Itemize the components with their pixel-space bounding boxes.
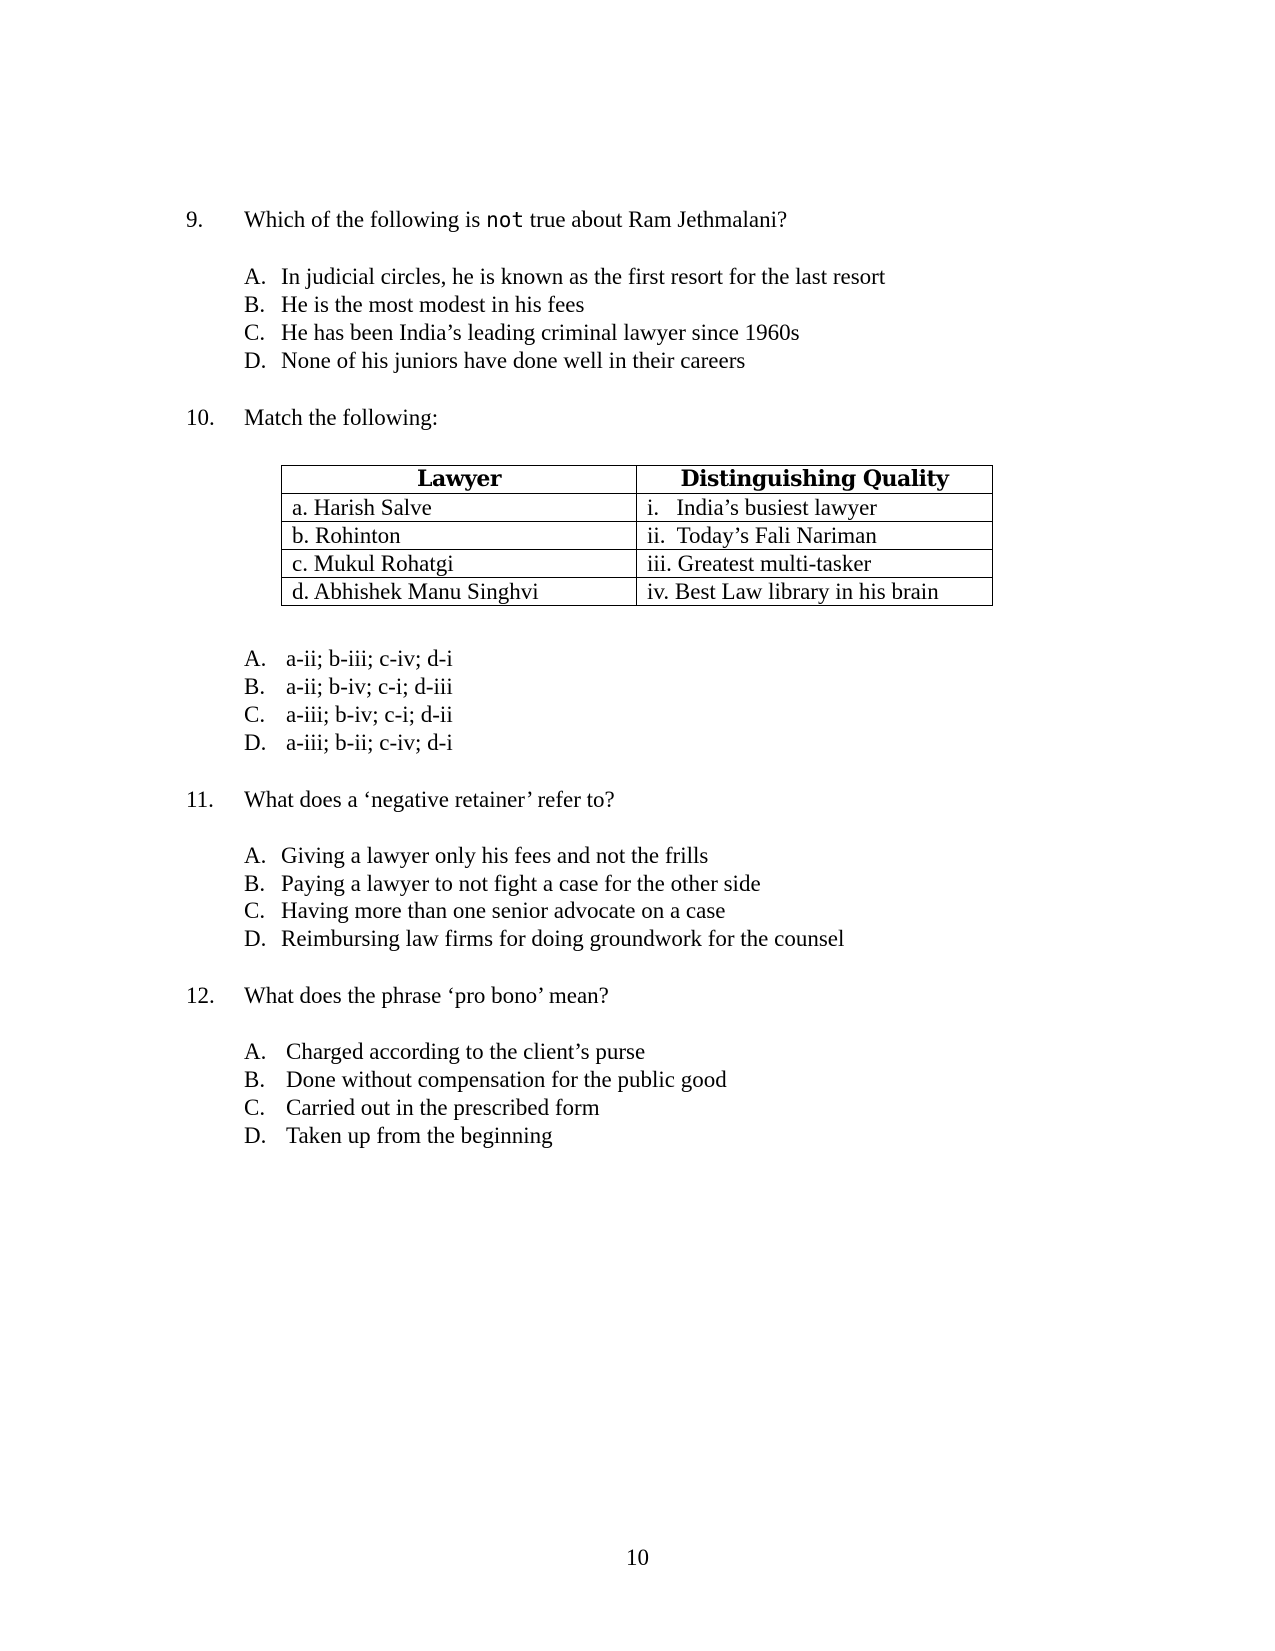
option-letter: A. (244, 1039, 267, 1064)
table-cell: iv. Best Law library in his brain (637, 578, 993, 606)
option-letter: B. (244, 674, 266, 699)
table-header-row (282, 466, 993, 494)
option-text: a-ii; b-iii; c-iv; d-i (286, 646, 453, 671)
question-text-part: Which of the following is (244, 207, 487, 232)
question-number: 12. (186, 983, 215, 1008)
option-text: a-iii; b-iv; c-i; d-ii (286, 702, 453, 727)
option-text: Having more than one senior advocate on a case (281, 898, 726, 923)
table-row (282, 522, 993, 550)
question-emphasis: not (486, 208, 525, 232)
option-letter: D. (244, 730, 267, 755)
table-row (282, 550, 993, 578)
option-letter: B. (244, 292, 266, 317)
question-text-part: true about Ram Jethmalani? (524, 207, 788, 232)
option-letter: B. (244, 871, 266, 896)
option-letter: C. (244, 1095, 266, 1120)
option-letter: B. (244, 1067, 266, 1092)
option-text: a-ii; b-iv; c-i; d-iii (286, 674, 453, 699)
table-cell: b. Rohinton (282, 522, 637, 550)
question-text (244, 207, 787, 233)
question-number: 10. (186, 405, 215, 430)
option-letter: D. (244, 926, 267, 951)
option-text: In judicial circles, he is known as the first resort for the last resort (281, 264, 886, 289)
option-text: Done without compensation for the public good (286, 1067, 727, 1092)
option-letter: C. (244, 320, 266, 345)
question-text: What does a ‘negative retainer’ refer to? (244, 787, 615, 812)
question-number: 11. (186, 787, 214, 812)
option-text: He is the most modest in his fees (281, 292, 585, 317)
table-header: Distinguishing Quality (637, 466, 993, 494)
option-letter: A. (244, 646, 267, 671)
page-number: 10 (626, 1545, 649, 1570)
option-text: Charged according to the client’s purse (286, 1039, 646, 1064)
table-row (282, 494, 993, 522)
option-text: a-iii; b-ii; c-iv; d-i (286, 730, 453, 755)
option-letter: C. (244, 898, 266, 923)
match-table (281, 465, 993, 606)
option-text: Giving a lawyer only his fees and not the frills (281, 843, 709, 868)
table-cell: i. India’s busiest lawyer (637, 494, 993, 522)
question-text: Match the following: (244, 405, 439, 430)
option-text: None of his juniors have done well in their careers (281, 348, 746, 373)
table-cell: ii. Today’s Fali Nariman (637, 522, 993, 550)
table-cell: iii. Greatest multi-tasker (637, 550, 993, 578)
question-number: 9. (186, 207, 204, 232)
table-cell: c. Mukul Rohatgi (282, 550, 637, 578)
table-cell: d. Abhishek Manu Singhvi (282, 578, 637, 606)
option-text: Taken up from the beginning (286, 1123, 553, 1148)
option-text: He has been India’s leading criminal lawyer since 1960s (281, 320, 800, 345)
table-row (282, 578, 993, 606)
option-letter: A. (244, 843, 267, 868)
option-letter: A. (244, 264, 267, 289)
option-letter: C. (244, 702, 266, 727)
option-letter: D. (244, 1123, 267, 1148)
option-letter: D. (244, 348, 267, 373)
option-text: Paying a lawyer to not fight a case for the other side (281, 871, 761, 896)
option-text: Carried out in the prescribed form (286, 1095, 600, 1120)
table-header: Lawyer (282, 466, 637, 494)
question-text: What does the phrase ‘pro bono’ mean? (244, 983, 609, 1008)
table-cell: a. Harish Salve (282, 494, 637, 522)
option-text: Reimbursing law firms for doing groundwork for the counsel (281, 926, 845, 951)
